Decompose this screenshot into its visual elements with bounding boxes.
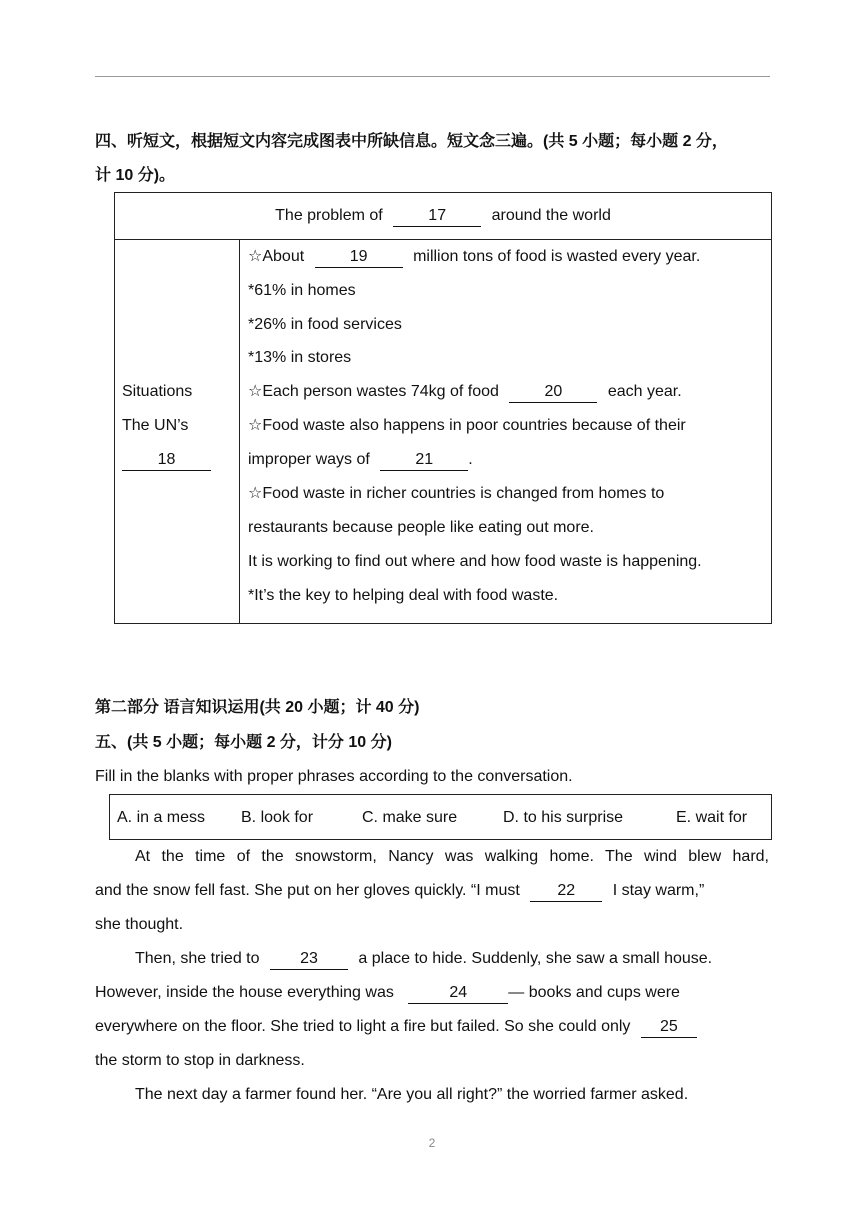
table-left-column [115,239,240,623]
row-text: . [468,451,473,468]
table-row: *It’s the key to helping deal with food waste. [248,587,559,604]
part2-title: 第二部分 语言知识运用(共 20 小题；计 40 分) [95,699,420,716]
passage-line: the storm to stop in darkness. [95,1052,305,1069]
row-text: ☆About [248,248,305,265]
option-e: E. wait for [676,809,748,826]
section4-title-line1: 四、听短文，根据短文内容完成图表中所缺信息。短文念三遍。(共 5 小题；每小题 2 分， [95,133,728,150]
blank-21[interactable]: 21 [380,450,468,471]
passage-line: At the time of the snowstorm, Nancy was walking home. The wind blew hard, [135,848,769,865]
passage-text: a place to hide. Suddenly, she saw a small house. [358,950,713,967]
table-row: ☆Food waste also happens in poor countries because of their [248,417,686,434]
passage-text: I stay warm,” [612,882,705,899]
blank-19[interactable]: 19 [315,247,403,268]
passage-line [95,983,769,1004]
option-c: C. make sure [362,809,458,826]
passage-text: Then, she tried to [135,950,260,967]
row-text: improper ways of [248,451,370,468]
passage-line: she thought. [95,916,184,933]
passage-line [135,949,769,970]
blank-18[interactable]: 18 [122,450,211,471]
blank-22[interactable]: 22 [530,881,602,902]
header-text-after: around the world [491,207,611,224]
options-box [109,794,772,840]
table-header [115,193,771,240]
table-row: restaurants because people like eating out more. [248,519,594,536]
table-row: It is working to find out where and how food waste is happening. [248,553,702,570]
table-row [248,247,700,268]
row-text: million tons of food is wasted every year. [413,248,701,265]
section5-title: 五、(共 5 小题；每小题 2 分，计分 10 分) [95,734,392,751]
section5-instruction: Fill in the blanks with proper phrases according to the conversation. [95,768,573,785]
passage-text: — books and cups were [508,984,680,1001]
passage-line [95,881,769,902]
blank-23[interactable]: 23 [270,949,348,970]
table-row [248,382,682,403]
left-label-situations: Situations [122,383,193,400]
option-a: A. in a mess [117,809,206,826]
passage-text: and the snow fell fast. She put on her gloves quickly. “I must [95,882,520,899]
blank-25[interactable]: 25 [641,1017,697,1038]
passage-text: However, inside the house everything was [95,984,394,1001]
table-row: ☆Food waste in richer countries is changed from homes to [248,485,665,502]
section4-title-line2: 计 10 分)。 [95,167,176,184]
header-text-before: The problem of [275,207,383,224]
table-row: *26% in food services [248,316,402,333]
table-row [248,450,473,471]
passage-line [95,1017,780,1038]
blank-24[interactable]: 24 [408,983,508,1004]
option-d: D. to his surprise [503,809,624,826]
blank-20[interactable]: 20 [509,382,597,403]
row-text: each year. [607,383,682,400]
table-row: *61% in homes [248,282,356,299]
passage-line: The next day a farmer found her. “Are you all right?” the worried farmer asked. [135,1086,689,1103]
row-text: ☆Each person wastes 74kg of food [248,383,499,400]
option-b: B. look for [241,809,314,826]
table-row: *13% in stores [248,349,352,366]
header-rule [95,76,770,77]
left-label-uns: The UN’s [122,417,189,434]
info-table [114,192,772,624]
blank-17[interactable]: 17 [393,206,481,227]
table-right-column [240,239,771,623]
passage-text: everywhere on the floor. She tried to light a fire but failed. So she could only [95,1018,631,1035]
page-number: 2 [428,1136,436,1150]
left-blank-row [122,450,211,471]
